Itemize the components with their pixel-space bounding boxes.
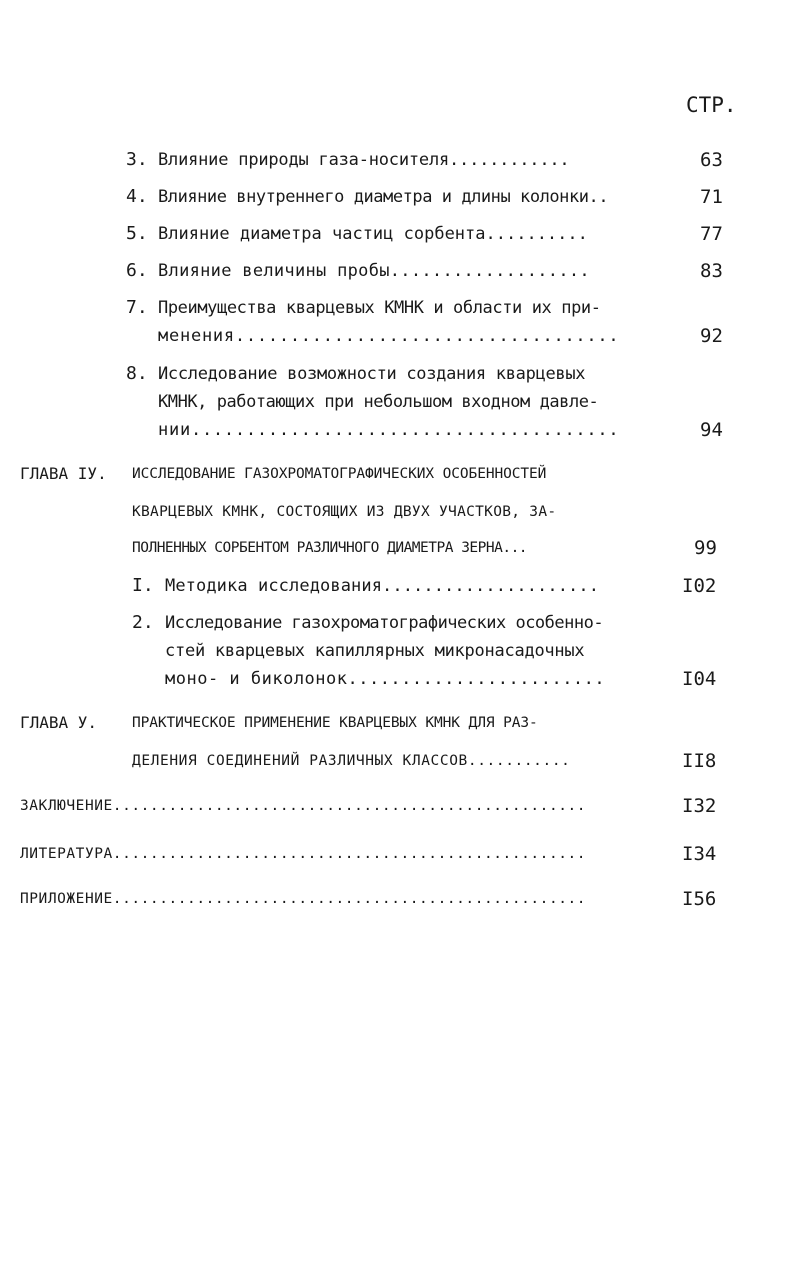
toc-section-title: ЗАКЛЮЧЕНИЕ................................................... [20, 798, 587, 814]
toc-item-number: 7. [126, 297, 148, 318]
toc-item-title: Влияние диаметра частиц сорбента.......... [158, 224, 588, 244]
toc-item-title: Исследование возможности создания кварцевых [158, 364, 586, 384]
toc-item-title: Преимущества кварцевых КМНК и области их при- [158, 298, 601, 318]
toc-item-title-continued: моно- и биколонок........................ [165, 669, 606, 689]
toc-item-number: 3. [126, 149, 148, 170]
toc-item-title: Влияние природы газа-носителя............ [158, 150, 570, 170]
toc-item-title: Влияние внутреннего диаметра и длины колонки.. [158, 187, 609, 207]
toc-page-number: I56 [682, 888, 717, 910]
chapter-label: ГЛАВА IУ. [20, 464, 107, 483]
toc-page-number: 71 [700, 186, 723, 208]
toc-item-title-continued: нии....................................... [158, 420, 620, 440]
chapter-title-continued: ПОЛНЕННЫХ СОРБЕНТОМ РАЗЛИЧНОГО ДИАМЕТРА ЗЕРНА... [132, 540, 528, 556]
toc-item-number: 5. [126, 223, 148, 244]
toc-page-number: II8 [682, 750, 717, 772]
toc-item-title: Влияние величины пробы................... [158, 261, 590, 281]
toc-page-number: 99 [694, 537, 717, 559]
toc-page-number: 92 [700, 325, 723, 347]
toc-page-number: I04 [682, 668, 717, 690]
toc-item-number: 6. [126, 260, 148, 281]
chapter-title-continued: КВАРЦЕВЫХ КМНК, СОСТОЯЩИХ ИЗ ДВУХ УЧАСТКОВ, ЗА- [132, 504, 557, 520]
chapter-title: ИССЛЕДОВАНИЕ ГАЗОХРОМАТОГРАФИЧЕСКИХ ОСОБЕННОСТЕЙ [132, 466, 547, 482]
toc-item-title-continued: стей кварцевых капиллярных микронасадочных [165, 641, 585, 661]
chapter-label: ГЛАВА У. [20, 713, 98, 732]
toc-item-number: 8. [126, 363, 148, 384]
toc-item-number: 2. [132, 612, 154, 633]
toc-page-number: I34 [682, 843, 717, 865]
toc-item-number: I. [132, 575, 154, 596]
toc-item-title-continued: КМНК, работающих при небольшом входном давле- [158, 392, 599, 412]
toc-page-number: I32 [682, 795, 717, 817]
toc-page-number: 63 [700, 149, 723, 171]
toc-page-number: 94 [700, 419, 723, 441]
toc-page-number: 83 [700, 260, 723, 282]
toc-page-number: 77 [700, 223, 723, 245]
toc-item-title: Исследование газохроматографических особенно- [165, 613, 604, 633]
toc-section-title: ПРИЛОЖЕНИЕ................................................... [20, 891, 587, 907]
toc-item-number: 4. [126, 186, 148, 207]
toc-item-title: Методика исследования..................... [165, 576, 600, 596]
chapter-title-continued: ДЕЛЕНИЯ СОЕДИНЕНИЙ РАЗЛИЧНЫХ КЛАССОВ........... [132, 753, 571, 769]
page-column-header: СТР. [686, 93, 737, 117]
toc-section-title: ЛИТЕРАТУРА................................................... [20, 846, 587, 862]
toc-item-title-continued: менения................................... [158, 326, 620, 346]
toc-page-number: I02 [682, 575, 717, 597]
chapter-title: ПРАКТИЧЕСКОЕ ПРИМЕНЕНИЕ КВАРЦЕВЫХ КМНК ДЛЯ РАЗ- [132, 715, 538, 731]
